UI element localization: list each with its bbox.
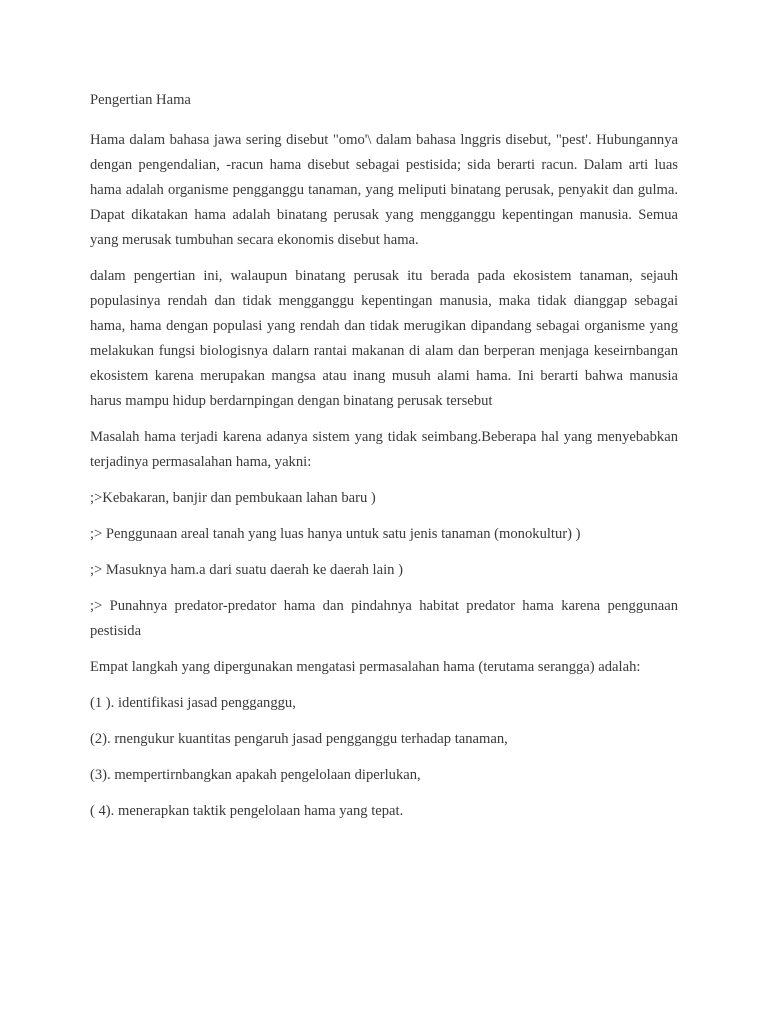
step-item-measure: (2). rnengukur kuantitas pengaruh jasad pengganggu terhadap tanaman, — [90, 731, 508, 747]
paragraph-definition: Hama dalam bahasa jawa sering disebut "omo'\ dalam bahasa lnggris disebut, "pest'. Hubungannya dengan pengendalian, -racun hama disebut sebagai pestisida; sida berarti racun. Dalam arti luas hama adalah organisme pengganggu tanaman, yang meliputi binatang perusak, penyakit dan gulma. Dapat dikatakan hama adalah binatang perusak yang mengganggu kepentingan manusia. Semua yang merusak tumbuhan secara ekonomis disebut hama. — [90, 132, 678, 248]
cause-item-predators: ;> Punahnya predator-predator hama dan pindahnya habitat predator hama karena penggunaan pestisida — [90, 598, 678, 639]
steps-intro: Empat langkah yang dipergunakan mengatasi permasalahan hama (terutama serangga) adalah: — [90, 659, 641, 675]
cause-item-fire: ;>Kebakaran, banjir dan pembukaan lahan baru ) — [90, 490, 376, 506]
cause-item-migration: ;> Masuknya ham.a dari suatu daerah ke daerah lain ) — [90, 562, 403, 578]
paragraph-ecosystem: dalam pengertian ini, walaupun binatang perusak itu berada pada ekosistem tanaman, sejauh populasinya rendah dan tidak mengganggu kepentingan manusia, maka tidak dianggap sebagai hama, hama dengan populasi yang rendah dan tidak merugikan dipandang sebagai organisme yang melakukan fungsi biologisnya dalarn rantai makanan di alam dan berperan menjaga keseirnbangan ekosistem karena merupakan mangsa atau inang musuh alami hama. Ini berarti bahwa manusia harus mampu hidup berdarnpingan dengan binatang perusak tersebut — [90, 268, 678, 409]
document-page — [90, 88, 678, 835]
step-item-consider: (3). mempertirnbangkan apakah pengelolaan diperlukan, — [90, 767, 421, 783]
step-item-identify: (1 ). identifikasi jasad pengganggu, — [90, 695, 296, 711]
cause-item-monoculture: ;> Penggunaan areal tanah yang luas hanya untuk satu jenis tanaman (monokultur) ) — [90, 526, 581, 542]
step-item-apply: ( 4). menerapkan taktik pengelolaan hama yang tepat. — [90, 803, 404, 819]
paragraph-problem: Masalah hama terjadi karena adanya sistem yang tidak seimbang.Beberapa hal yang menyebabkan terjadinya permasalahan hama, yakni: — [90, 429, 678, 470]
document-title: Pengertian Hama — [90, 92, 191, 108]
